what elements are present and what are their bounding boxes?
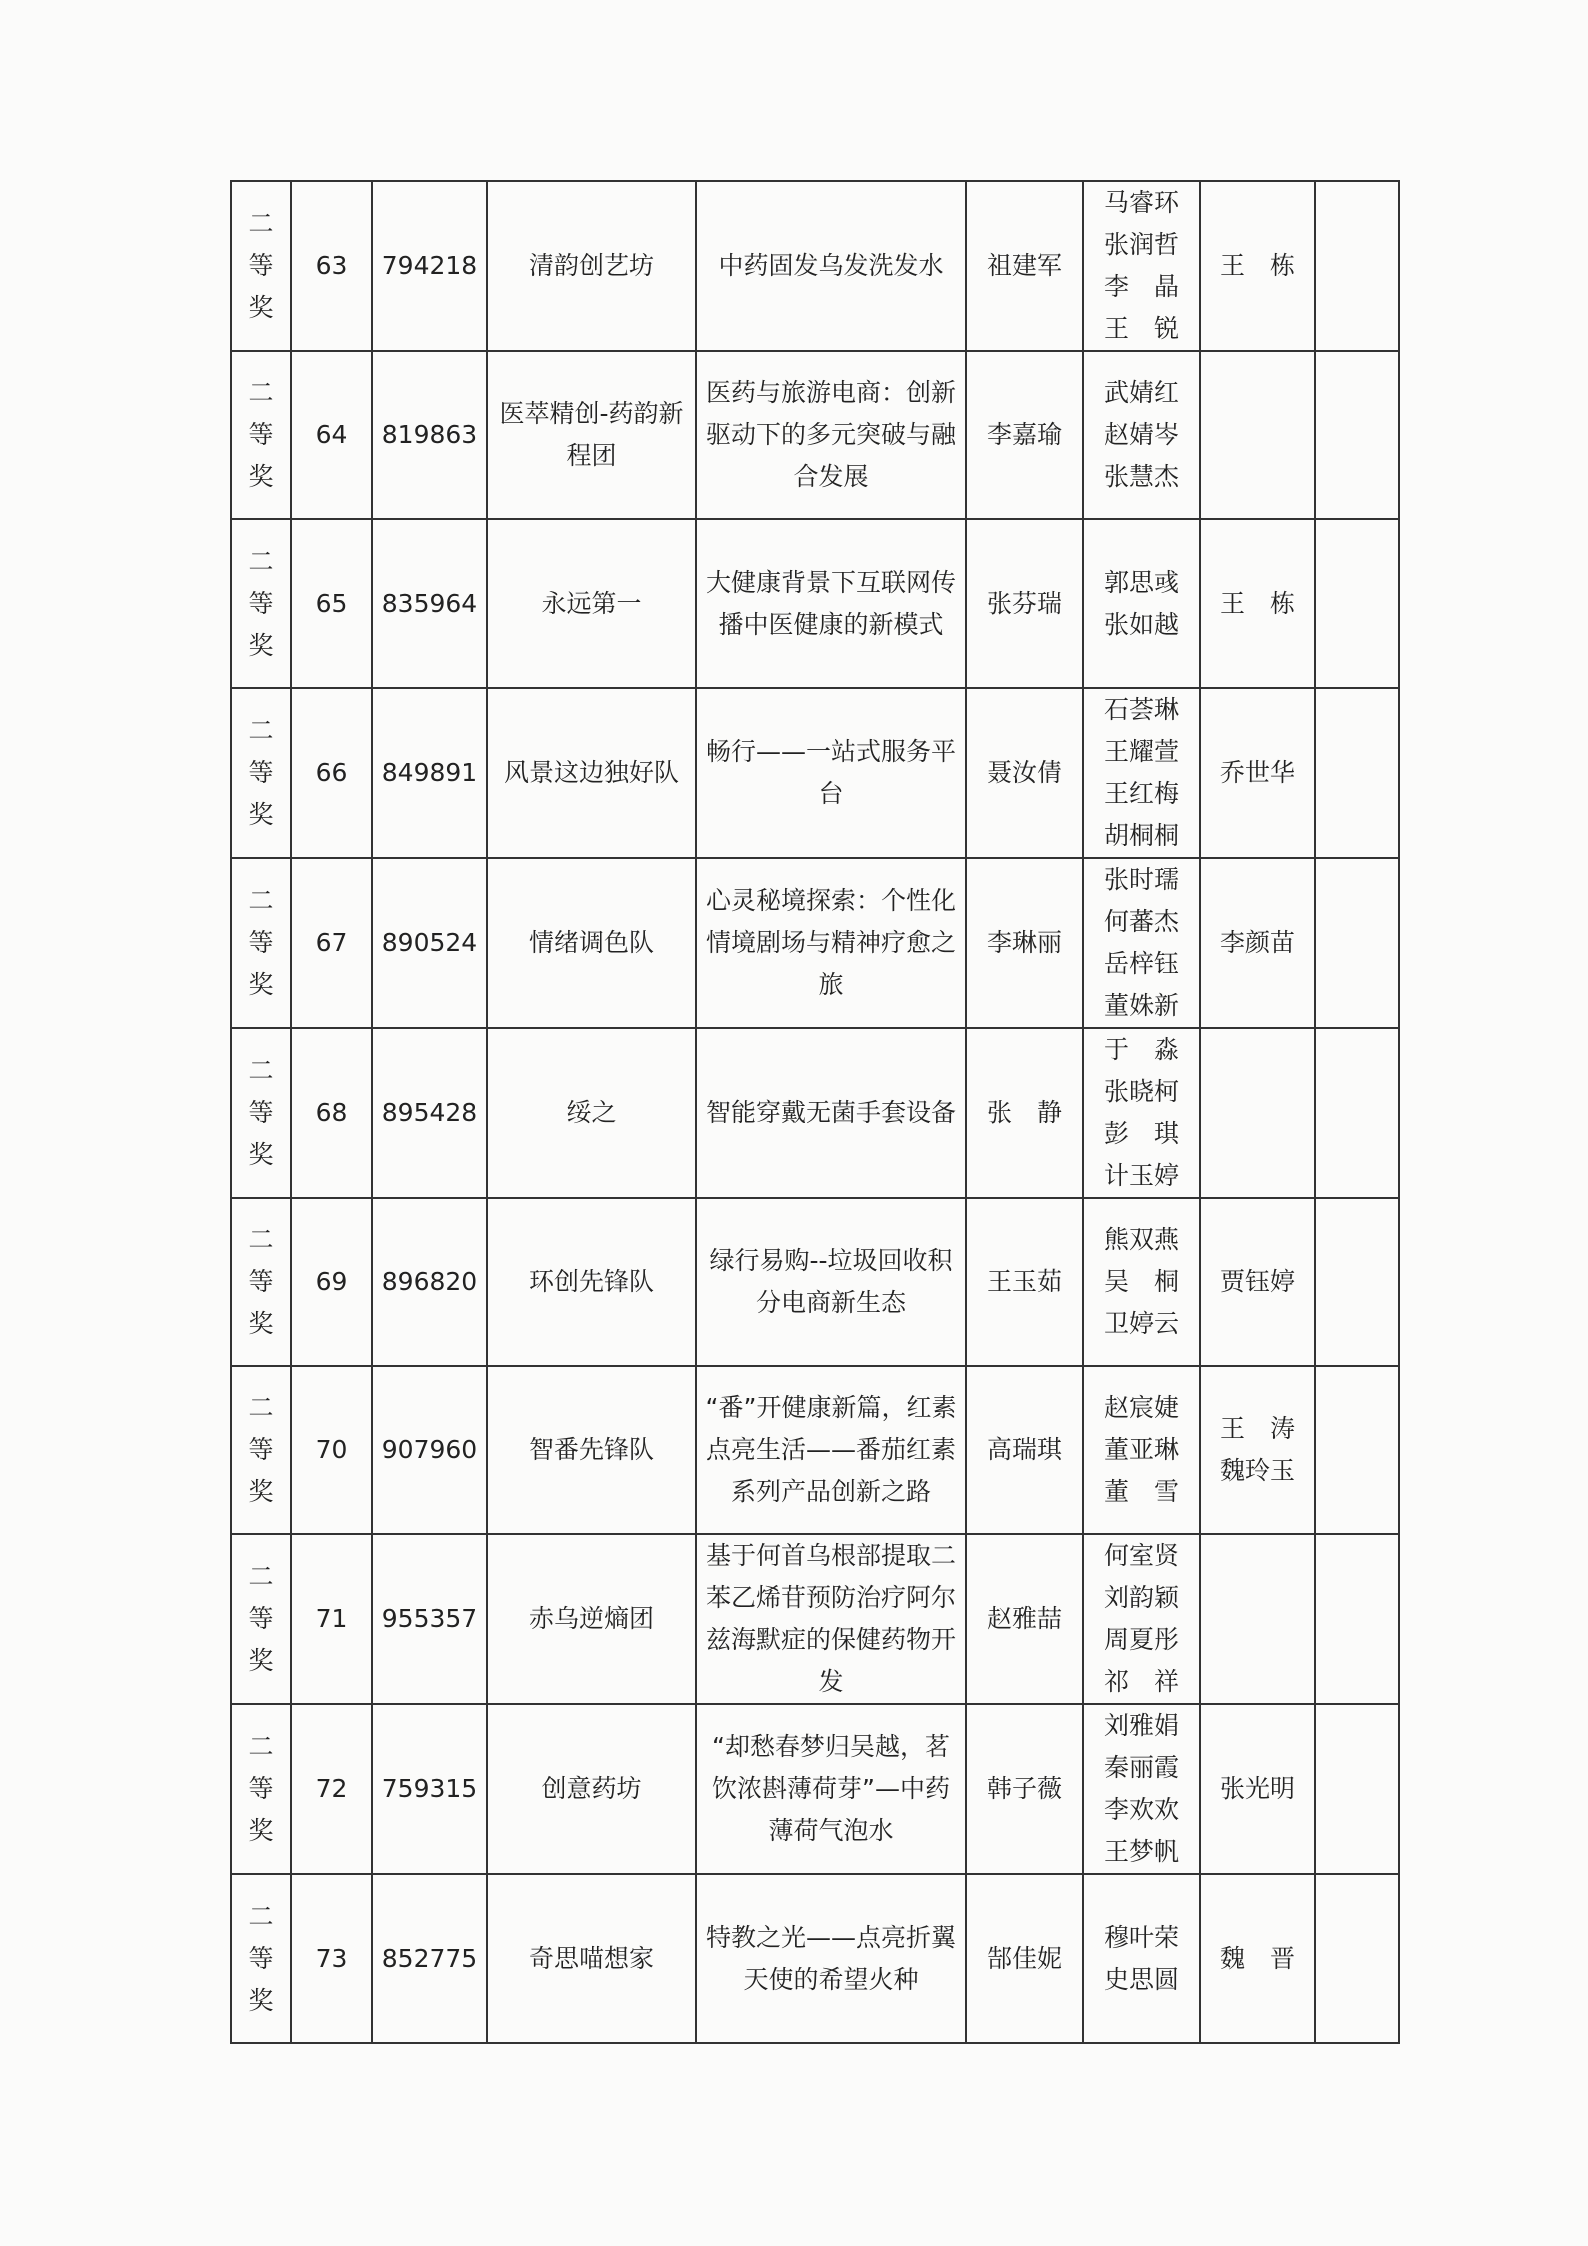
team-leader-cell: 张 静 [966,1028,1083,1198]
project-title-cell: 医药与旅游电商：创新驱动下的多元突破与融合发展 [696,351,966,519]
team-member-name: 王梦帆 [1103,1837,1179,1867]
advisors-cell [1200,1704,1315,1874]
prize-level-char: 奖 [248,462,274,492]
team-name-cell: 智番先锋队 [487,1366,696,1534]
team-member-name: 张晓柯 [1103,1076,1179,1106]
prize-level-char: 二 [248,1055,274,1085]
team-member-name: 李 晶 [1103,272,1179,301]
advisors-cell [1200,1198,1315,1366]
prize-level-cell [231,1366,291,1534]
project-title-cell: 大健康背景下互联网传播中医健康的新模式 [696,519,966,687]
advisors-cell [1200,688,1315,858]
prize-level-cell [231,1028,291,1198]
prize-level-char: 等 [248,1097,274,1127]
prize-level-char: 等 [248,1604,274,1634]
remarks-cell [1315,351,1399,519]
team-members-cell [1083,858,1200,1028]
advisor-name: 乔世华 [1219,757,1295,787]
remarks-cell [1315,181,1399,351]
remarks-cell [1315,1534,1399,1704]
team-name-cell: 绥之 [487,1028,696,1198]
team-members-cell [1083,351,1200,519]
row-number-cell: 72 [291,1704,372,1874]
team-members-cell [1083,1198,1200,1366]
team-member-name: 胡桐桐 [1103,820,1179,850]
team-member-name: 于 淼 [1103,1034,1179,1064]
project-title-cell: 中药固发乌发洗发水 [696,181,966,351]
team-member-name: 岳梓钰 [1103,948,1179,978]
advisors-cell [1200,858,1315,1028]
prize-level-cell [231,519,291,687]
entry-code-cell: 794218 [372,181,487,351]
prize-level-char: 二 [248,546,274,576]
team-leader-cell: 高瑞琪 [966,1366,1083,1534]
entry-code-cell: 759315 [372,1704,487,1874]
team-leader-cell: 赵雅喆 [966,1534,1083,1704]
team-member-name: 穆叶荣 [1103,1922,1179,1952]
remarks-cell [1315,1366,1399,1534]
team-member-name: 何室贤 [1103,1541,1179,1571]
prize-level-char: 等 [248,588,274,618]
table-row [231,688,1399,858]
row-number-cell: 66 [291,688,372,858]
team-leader-cell: 李琳丽 [966,858,1083,1028]
team-members-cell [1083,1704,1200,1874]
row-number-cell: 70 [291,1366,372,1534]
table-row [231,1366,1399,1534]
prize-level-cell [231,1534,291,1704]
team-member-name: 史思圆 [1103,1964,1179,1994]
remarks-cell [1315,519,1399,687]
team-member-name: 王耀萱 [1103,736,1179,766]
remarks-cell [1315,858,1399,1028]
entry-code-cell: 819863 [372,351,487,519]
team-members-cell [1083,688,1200,858]
project-title-cell: 智能穿戴无菌手套设备 [696,1028,966,1198]
project-title-cell: 基于何首乌根部提取二苯乙烯苷预防治疗阿尔兹海默症的保健药物开发 [696,1534,966,1704]
prize-level-char: 二 [248,1732,274,1762]
prize-level-char: 等 [248,1943,274,1973]
advisor-name: 魏 晋 [1219,1943,1295,1973]
remarks-cell [1315,1028,1399,1198]
row-number-cell: 65 [291,519,372,687]
prize-level-char: 二 [248,1393,274,1423]
team-leader-cell: 郜佳妮 [966,1874,1083,2042]
advisors-cell [1200,1534,1315,1704]
table-row [231,858,1399,1028]
entry-code-cell: 895428 [372,1028,487,1198]
team-name-cell: 环创先锋队 [487,1198,696,1366]
prize-level-char: 等 [248,251,274,280]
team-member-name: 李欢欢 [1103,1795,1179,1825]
advisors-cell [1200,1874,1315,2042]
project-title-cell: “番”开健康新篇，红素点亮生活——番茄红素系列产品创新之路 [696,1366,966,1534]
entry-code-cell: 955357 [372,1534,487,1704]
entry-code-cell: 849891 [372,688,487,858]
team-member-name: 熊双燕 [1103,1224,1179,1254]
prize-level-cell [231,858,291,1028]
prize-level-char: 奖 [248,1139,274,1169]
team-member-name: 卫婷云 [1103,1308,1179,1338]
advisors-cell [1200,1366,1315,1534]
team-member-name: 郭思彧 [1103,567,1179,597]
prize-level-cell [231,351,291,519]
entry-code-cell: 890524 [372,858,487,1028]
team-member-name: 刘韵颖 [1103,1583,1179,1613]
prize-level-char: 等 [248,420,274,450]
advisor-name: 张光明 [1219,1774,1295,1804]
team-member-name: 祁 祥 [1103,1667,1179,1697]
team-member-name: 王 锐 [1103,314,1179,343]
team-member-name: 计玉婷 [1103,1160,1179,1190]
advisors-cell [1200,351,1315,519]
team-leader-cell: 聂汝倩 [966,688,1083,858]
prize-level-char: 二 [248,209,274,238]
table-row [231,1534,1399,1704]
row-number-cell: 71 [291,1534,372,1704]
row-number-cell: 69 [291,1198,372,1366]
prize-level-char: 奖 [248,1985,274,2015]
team-members-cell [1083,181,1200,351]
team-member-name: 董 雪 [1103,1477,1179,1507]
team-name-cell: 创意药坊 [487,1704,696,1874]
awards-table-body [231,181,1399,2043]
advisor-name: 王 栋 [1219,251,1295,280]
prize-level-char: 等 [248,1774,274,1804]
prize-level-char: 等 [248,927,274,957]
team-name-cell: 清韵创艺坊 [487,181,696,351]
project-title-cell: 特教之光——点亮折翼天使的希望火种 [696,1874,966,2042]
project-title-cell: 畅行——一站式服务平台 [696,688,966,858]
advisor-name: 魏玲玉 [1219,1456,1295,1486]
prize-level-char: 二 [248,885,274,915]
team-leader-cell: 王玉茹 [966,1198,1083,1366]
advisor-name: 李颜苗 [1219,927,1295,957]
team-name-cell: 风景这边独好队 [487,688,696,858]
prize-level-char: 二 [248,1224,274,1254]
row-number-cell: 64 [291,351,372,519]
team-member-name: 马睿环 [1103,188,1179,217]
table-row [231,1198,1399,1366]
prize-level-char: 二 [248,715,274,745]
remarks-cell [1315,688,1399,858]
team-member-name: 彭 琪 [1103,1118,1179,1148]
team-member-name: 赵宸婕 [1103,1393,1179,1423]
team-name-cell: 医萃精创-药韵新程团 [487,351,696,519]
team-member-name: 何蕃杰 [1103,906,1179,936]
prize-level-cell [231,688,291,858]
prize-level-cell [231,1198,291,1366]
team-name-cell: 赤乌逆熵团 [487,1534,696,1704]
prize-level-char: 奖 [248,969,274,999]
entry-code-cell: 896820 [372,1198,487,1366]
team-members-cell [1083,1028,1200,1198]
prize-level-char: 二 [248,1901,274,1931]
table-row [231,1028,1399,1198]
awards-table [230,180,1400,2044]
prize-level-char: 等 [248,1435,274,1465]
team-members-cell [1083,1366,1200,1534]
entry-code-cell: 907960 [372,1366,487,1534]
team-leader-cell: 李嘉瑜 [966,351,1083,519]
prize-level-char: 奖 [248,1646,274,1676]
prize-level-cell [231,1704,291,1874]
remarks-cell [1315,1874,1399,2042]
advisors-cell [1200,181,1315,351]
prize-level-char: 奖 [248,799,274,829]
advisor-name: 王 栋 [1219,588,1295,618]
team-member-name: 董姝新 [1103,990,1179,1020]
team-member-name: 周夏彤 [1103,1625,1179,1655]
team-member-name: 秦丽霞 [1103,1753,1179,1783]
team-member-name: 董亚琳 [1103,1435,1179,1465]
team-members-cell [1083,1874,1200,2042]
team-name-cell: 情绪调色队 [487,858,696,1028]
row-number-cell: 67 [291,858,372,1028]
team-name-cell: 奇思喵想家 [487,1874,696,2042]
prize-level-char: 等 [248,1266,274,1296]
team-members-cell [1083,1534,1200,1704]
prize-level-char: 等 [248,757,274,787]
prize-level-char: 奖 [248,1477,274,1507]
remarks-cell [1315,1704,1399,1874]
prize-level-cell [231,181,291,351]
project-title-cell: 绿行易购--垃圾回收积分电商新生态 [696,1198,966,1366]
remarks-cell [1315,1198,1399,1366]
entry-code-cell: 835964 [372,519,487,687]
team-member-name: 武婧红 [1103,378,1179,408]
table-row [231,351,1399,519]
table-row [231,181,1399,351]
team-leader-cell: 张芬瑞 [966,519,1083,687]
team-member-name: 赵婧岑 [1103,420,1179,450]
team-member-name: 张润哲 [1103,230,1179,259]
team-member-name: 王红梅 [1103,778,1179,808]
team-member-name: 刘雅娟 [1103,1711,1179,1741]
table-row [231,1704,1399,1874]
advisors-cell [1200,519,1315,687]
prize-level-char: 奖 [248,630,274,660]
team-leader-cell: 韩子薇 [966,1704,1083,1874]
team-name-cell: 永远第一 [487,519,696,687]
prize-level-cell [231,1874,291,2042]
advisors-cell [1200,1028,1315,1198]
prize-level-char: 奖 [248,1308,274,1338]
prize-level-char: 奖 [248,293,274,322]
prize-level-char: 二 [248,1562,274,1592]
table-row [231,519,1399,687]
row-number-cell: 73 [291,1874,372,2042]
advisor-name: 贾钰婷 [1219,1266,1295,1296]
team-member-name: 张时瓀 [1103,864,1179,894]
row-number-cell: 63 [291,181,372,351]
team-members-cell [1083,519,1200,687]
project-title-cell: “却愁春梦归吴越，茗饮浓斟薄荷芽”—中药薄荷气泡水 [696,1704,966,1874]
team-leader-cell: 祖建军 [966,181,1083,351]
prize-level-char: 二 [248,378,274,408]
team-member-name: 张慧杰 [1103,462,1179,492]
project-title-cell: 心灵秘境探索：个性化情境剧场与精神疗愈之旅 [696,858,966,1028]
table-row [231,1874,1399,2042]
advisor-name: 王 涛 [1219,1414,1295,1444]
row-number-cell: 68 [291,1028,372,1198]
team-member-name: 石荟琳 [1103,694,1179,724]
team-member-name: 吴 桐 [1103,1266,1179,1296]
team-member-name: 张如越 [1103,609,1179,639]
prize-level-char: 奖 [248,1816,274,1846]
entry-code-cell: 852775 [372,1874,487,2042]
